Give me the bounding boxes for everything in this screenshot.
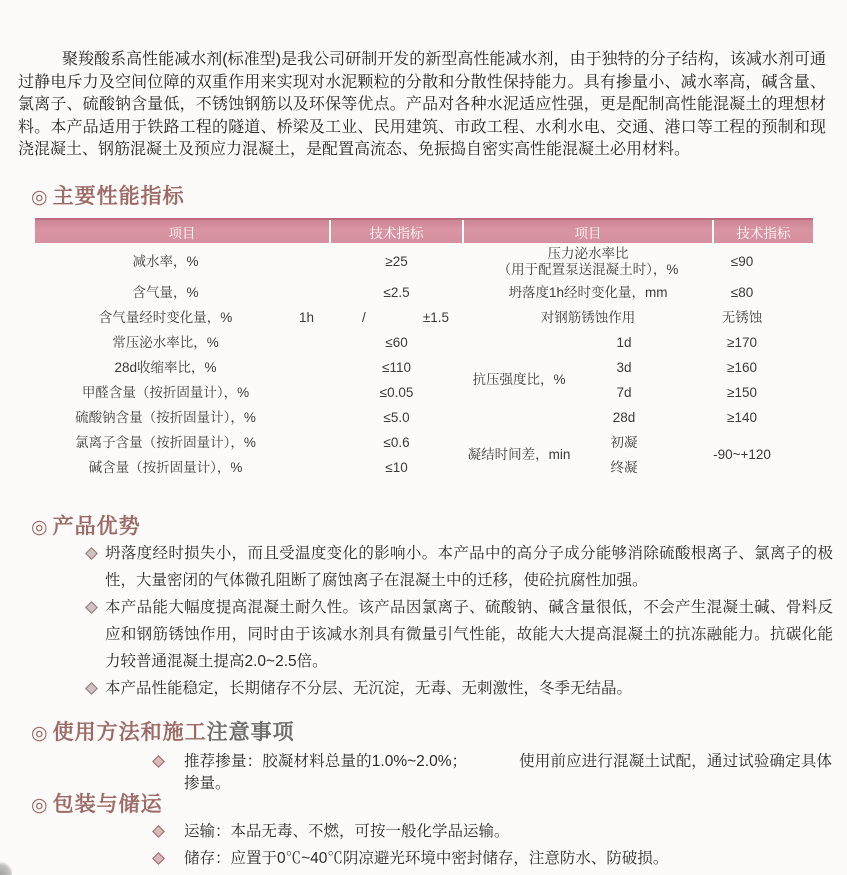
- item-cell: 减水率，%: [132, 253, 199, 269]
- value-cell: ≥170: [727, 334, 757, 350]
- value-cell: ≥140: [727, 409, 757, 425]
- table-row: [35, 280, 813, 305]
- list-item: [85, 540, 833, 594]
- item-label: 含气量经时变化量，%: [98, 309, 233, 325]
- table-row: [35, 380, 813, 405]
- trial-mix-note: 使用前应进行混凝土试配，通过试验确定具体掺量。: [184, 753, 832, 792]
- dosage-recommendation: 推荐掺量：胶凝材料总量的1.0%~2.0%；: [184, 753, 467, 770]
- time-label: 1h: [298, 309, 314, 325]
- table-row: [35, 405, 813, 430]
- value-cell: ≥25: [385, 253, 408, 269]
- item-cell: 含气量，%: [132, 284, 199, 300]
- age-cell: 28d: [612, 409, 636, 425]
- item-cell: 坍落度1h经时变化量，mm: [508, 284, 668, 300]
- list-item: [85, 675, 833, 702]
- section-heading-advantages: [31, 510, 141, 540]
- section-heading-performance: [31, 180, 185, 210]
- value-cell: ≤0.05: [379, 384, 414, 400]
- header-indicator-right: 技术指标: [713, 219, 813, 243]
- item-cell: [35, 305, 330, 330]
- header-indicator-left: 技术指标: [330, 219, 463, 243]
- advantages-list: [85, 540, 833, 702]
- section-heading-packaging: [31, 788, 163, 818]
- value-cell: ≤2.5: [383, 284, 410, 300]
- age-cell: 3d: [616, 359, 632, 375]
- item-line: 压力泌水率比: [547, 245, 629, 261]
- table-row: [35, 455, 813, 480]
- bullet-text: 本产品能大幅度提高混凝土耐久性。该产品因氯离子、硫酸钠、碱含量很低，不会产生混凝土碱、骨料反应和钢筋锈蚀作用，同时由于该减水剂具有微量引气性能，故能大大提高混凝土的抗冻融能力。抗碳化能力较普通混凝土提高2.0~2.5倍。: [105, 599, 833, 670]
- section-title-primary: 使用方法和施工: [52, 721, 207, 744]
- table-row: [35, 305, 813, 330]
- table-row: [35, 243, 813, 280]
- item-cell: 氯离子含量（按折固量计），%: [75, 434, 256, 450]
- value-cell: ≤5.0: [383, 409, 410, 425]
- scan-corner-artifact: [0, 861, 12, 875]
- double-circle-icon: ◎: [31, 723, 49, 744]
- bullet-text: 本产品性能稳定，长期储存不分层、无沉淀，无毒、无刺激性，冬季无结晶。: [105, 680, 633, 697]
- double-circle-icon: ◎: [31, 795, 49, 816]
- table-row: [35, 330, 813, 355]
- value-cell: [330, 305, 463, 330]
- section-title: 包装与储运: [52, 793, 163, 816]
- value-cell: ≤60: [385, 334, 408, 350]
- list-item: [152, 848, 832, 870]
- item-line: （用于配置泵送混凝土时），%: [497, 261, 679, 277]
- section-heading-usage: [31, 716, 295, 746]
- bullet-text: 运输：本品无毒、不燃，可按一般化学品运输。: [184, 823, 510, 840]
- value-label: ±1.5: [422, 309, 449, 325]
- item-cell: [463, 243, 713, 280]
- value-cell: 无锈蚀: [721, 309, 763, 325]
- diamond-bullet-icon: [152, 827, 164, 836]
- value-cell: ≥150: [727, 384, 757, 400]
- section-title-secondary: 注意事项: [206, 721, 295, 744]
- setting-phase-cell: 初凝: [610, 434, 638, 450]
- value-cell: ≤110: [382, 359, 411, 375]
- value-cell: ≤10: [385, 459, 408, 475]
- list-item: [85, 594, 833, 675]
- value-cell: ≤0.6: [383, 434, 410, 450]
- table-header-row: [35, 219, 813, 243]
- list-item: [152, 751, 832, 795]
- diamond-bullet-icon: [152, 757, 164, 766]
- header-item-right: 项目: [463, 219, 713, 243]
- group-label-cell: 凝结时间差，min: [467, 447, 571, 462]
- setting-phase-cell: 终凝: [610, 459, 638, 475]
- item-cell: 28d收缩率比，%: [114, 359, 217, 375]
- value-cell: ≤90: [730, 253, 754, 269]
- age-cell: 7d: [616, 384, 632, 400]
- item-cell: 对钢筋锈蚀作用: [540, 309, 636, 325]
- list-item: [152, 821, 832, 843]
- packaging-list: [152, 821, 832, 875]
- table-row: [35, 430, 813, 455]
- bullet-text: 坍落度经时损失小，而且受温度变化的影响小。本产品中的高分子成分能够消除硫酸根离子、氯离子的极性，大量密闭的气体微孔阻断了腐蚀离子在混凝土中的迁移，使砼抗腐性加强。: [105, 545, 833, 589]
- value-cell: -90~+120: [713, 447, 771, 462]
- section-title: 产品优势: [52, 515, 141, 538]
- usage-list: [152, 751, 832, 795]
- item-cell: 碱含量（按折固量计），%: [88, 459, 243, 475]
- value-cell: ≥160: [727, 359, 757, 375]
- double-circle-icon: ◎: [31, 187, 49, 208]
- bullet-text: [184, 751, 832, 795]
- section-title: 主要性能指标: [52, 185, 185, 208]
- header-item-left: 项目: [35, 219, 330, 243]
- item-cell: 硫酸钠含量（按折固量计），%: [75, 409, 256, 425]
- age-cell: 1d: [616, 334, 632, 350]
- double-circle-icon: ◎: [31, 517, 49, 538]
- item-cell: 甲醛含量（按折固量计），%: [81, 384, 250, 400]
- diamond-bullet-icon: [152, 854, 164, 863]
- diamond-bullet-icon: [85, 603, 97, 612]
- intro-paragraph: 聚羧酸系高性能减水剂(标准型)是我公司研制开发的新型高性能减水剂，由于独特的分子结构，该减水剂可通过静电斥力及空间位障的双重作用来实现对水泥颗粒的分散和分散性保持能力。具有掺量小、减水率高，碱含量、氯离子、硫酸钠含量低，不锈蚀钢筋以及环保等优点。产品对各种水泥适应性强，更是配制高性能混凝土的理想材料。本产品适用于铁路工程的隧道、桥梁及工业、民用建筑、市政工程、水利水电、交通、港口等工程的预制和现浇混凝土、钢筋混凝土及预应力混凝土，是配置高流态、免振捣自密实高性能混凝土必用材料。: [18, 51, 826, 159]
- slash-mark: /: [362, 309, 366, 325]
- diamond-bullet-icon: [85, 684, 97, 693]
- diamond-bullet-icon: [85, 549, 97, 558]
- table-row: [35, 355, 813, 380]
- value-cell: ≤80: [730, 284, 754, 300]
- performance-table: [35, 218, 813, 480]
- bullet-text: 储存：应置于0℃~40℃阴凉避光环境中密封储存，注意防水、防破损。: [184, 850, 669, 867]
- item-cell: 常压泌水率比，%: [112, 334, 219, 350]
- group-label-cell: 抗压强度比，%: [472, 372, 566, 387]
